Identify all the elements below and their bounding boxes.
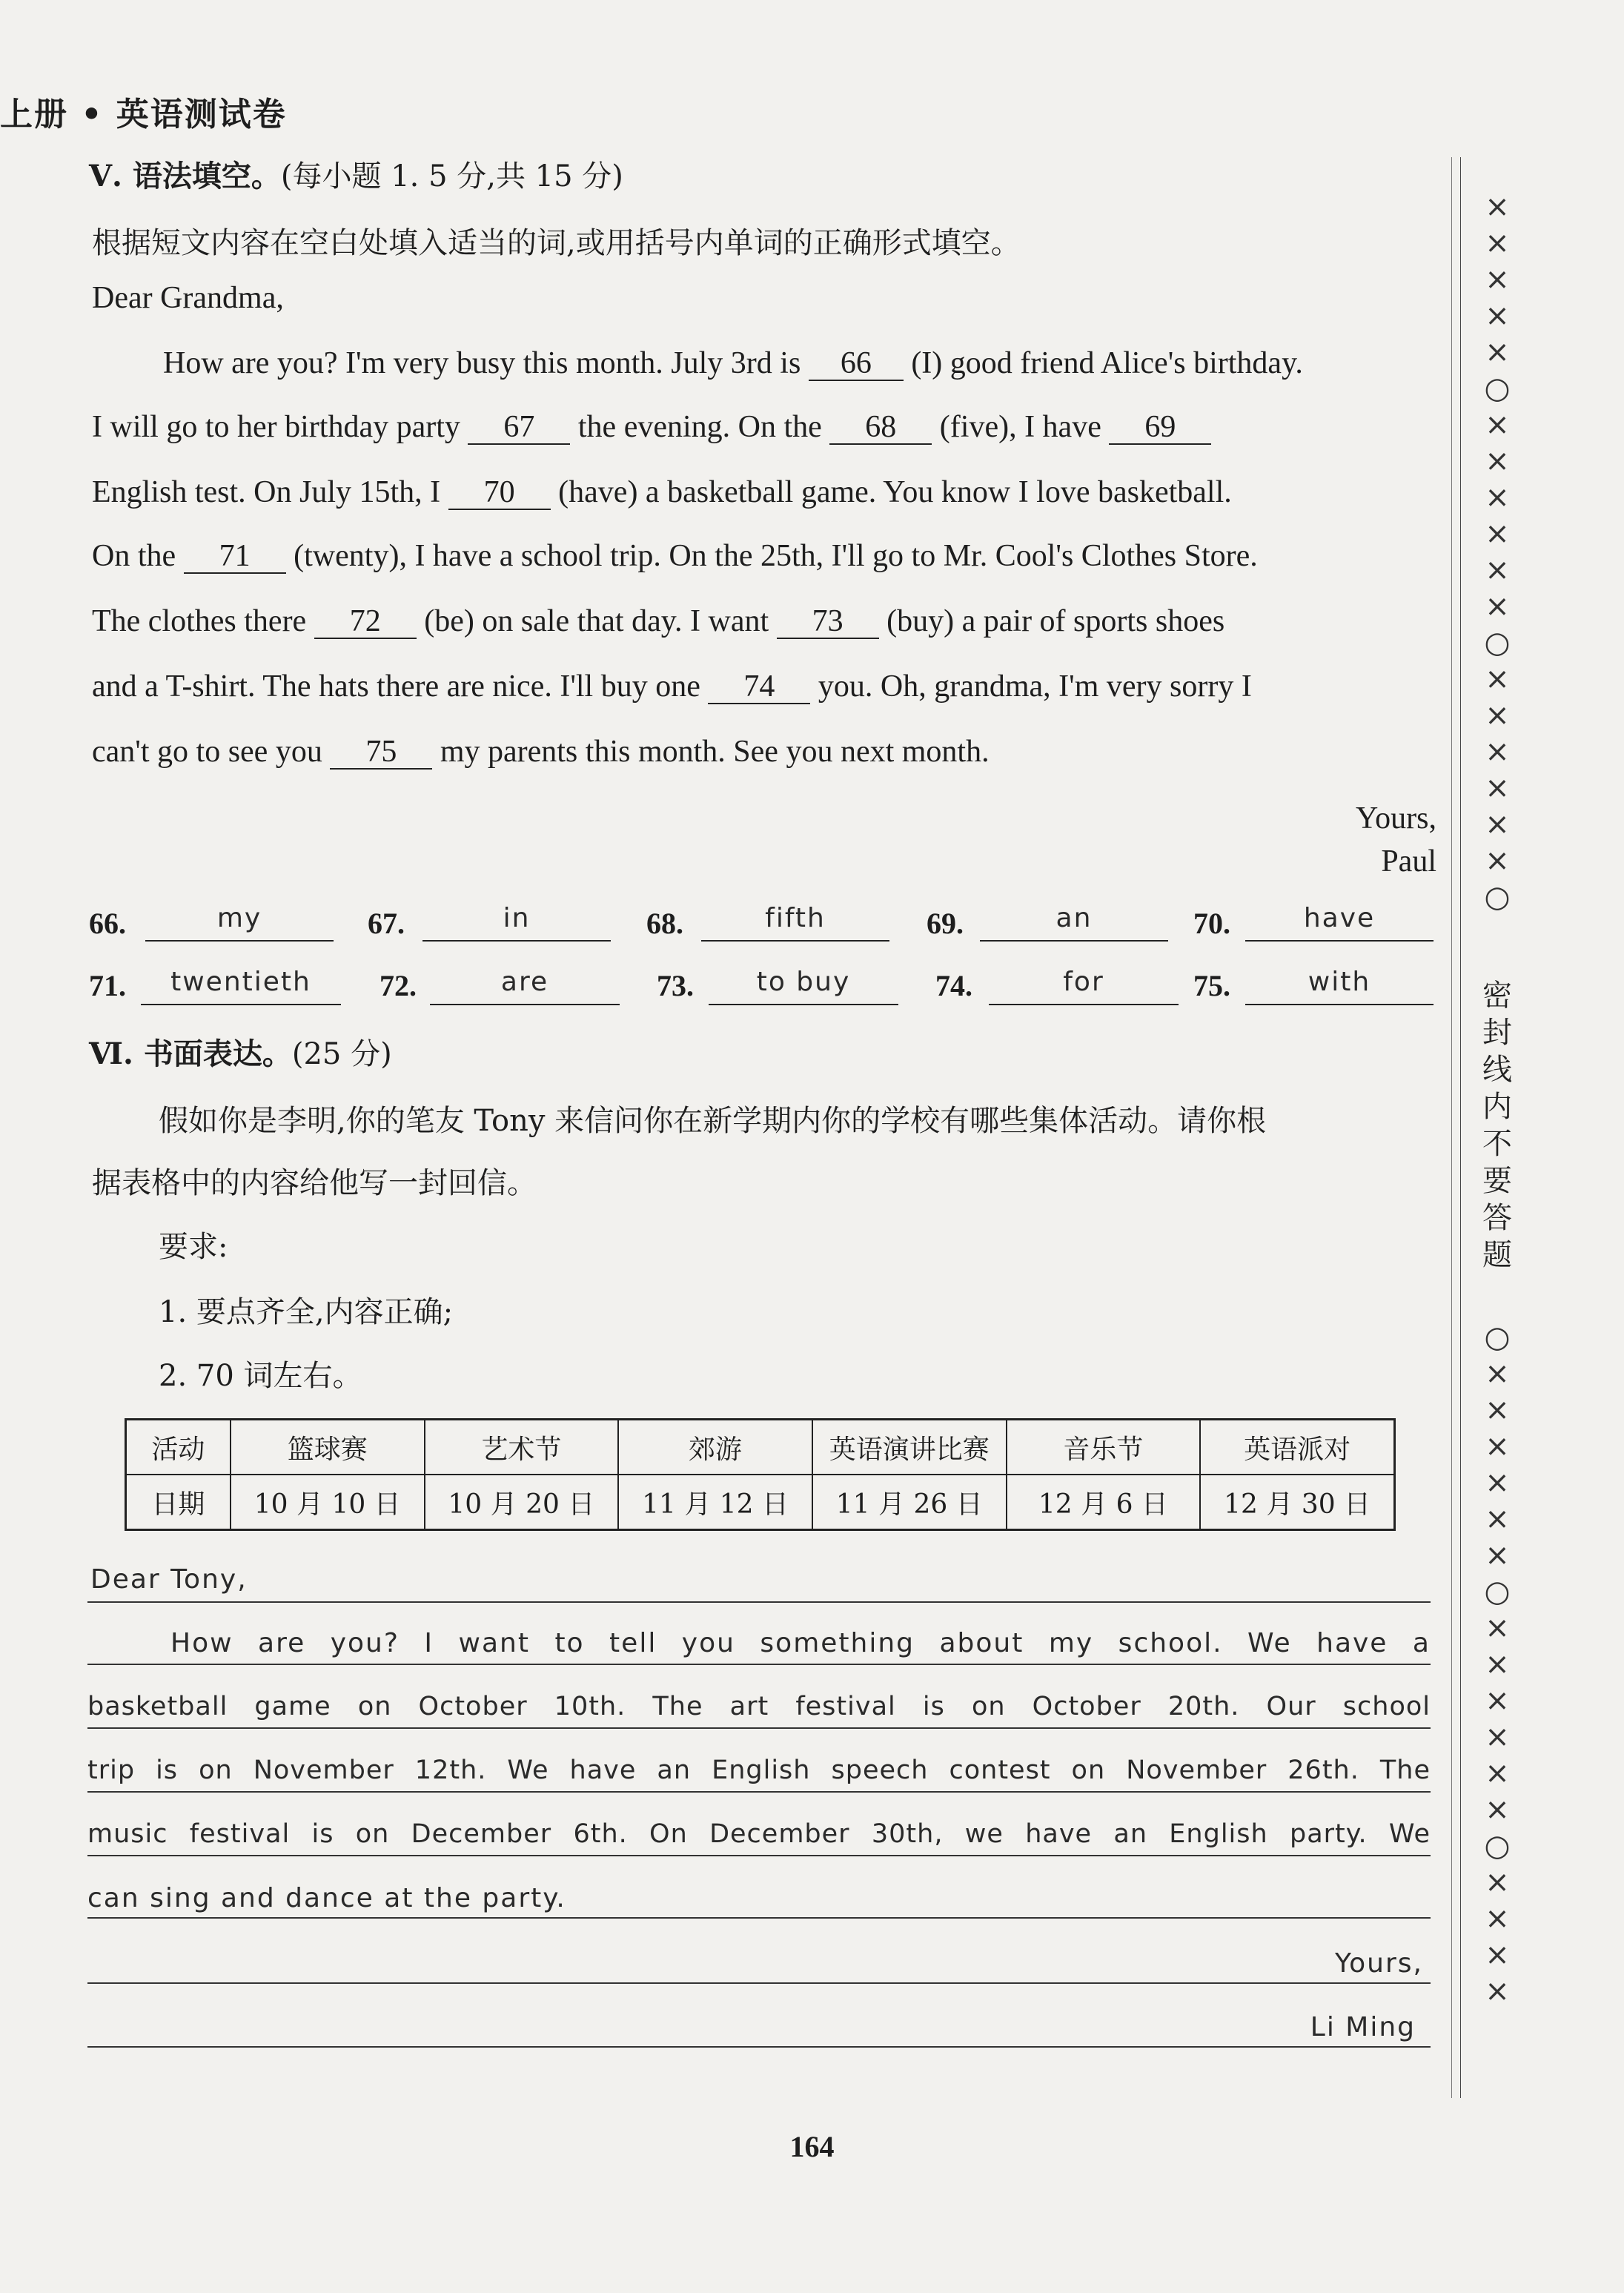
seal-line (1451, 157, 1452, 2098)
answer-number: 66. (89, 907, 126, 940)
blank-66: 66 (809, 347, 904, 381)
writing-line (87, 1917, 1431, 1919)
activity-table (125, 1418, 1396, 1531)
table-cell: 12 月 30 日 (1200, 1475, 1394, 1530)
section-5-instruction: 根据短文内容在空白处填入适当的词,或用括号内单词的正确形式填空。 (92, 226, 1021, 260)
blank-67: 67 (468, 411, 570, 445)
answer-number: 75. (1193, 969, 1230, 1002)
writing-line (87, 1855, 1431, 1856)
table-cell: 英语派对 (1200, 1420, 1394, 1475)
table-cell: 10 月 10 日 (231, 1475, 425, 1530)
blank-72: 72 (314, 605, 417, 639)
blank-69: 69 (1109, 411, 1211, 445)
table-cell: 12 月 6 日 (1007, 1475, 1201, 1530)
answer-71: twentieth (141, 964, 341, 1005)
table-cell: 篮球赛 (231, 1420, 425, 1475)
writing-line (87, 1601, 1431, 1603)
writing-line (87, 1791, 1431, 1793)
passage-line-2: I will go to her birthday party 67 the evening. On the 68 (five), I have 69 (92, 409, 1211, 445)
table-cell: 11 月 26 日 (812, 1475, 1007, 1530)
answer-66: my (145, 900, 334, 942)
section-5-title (89, 153, 623, 195)
answer-74: for (989, 964, 1179, 1005)
answer-number: 73. (657, 969, 694, 1002)
table-cell: 郊游 (618, 1420, 812, 1475)
answer-70: have (1245, 900, 1434, 942)
section-6-title (89, 1030, 392, 1073)
passage-line-7: can't go to see you 75 my parents this month. See you next month. (92, 735, 990, 769)
blank-70: 70 (448, 476, 551, 510)
answer-69: an (980, 900, 1168, 942)
page-header: 上册 • 英语测试卷 (0, 96, 287, 133)
seal-line (1460, 157, 1461, 2098)
writing-line (87, 1982, 1431, 1984)
reply-line-4: trip is on November 12th. We have an English speech contest on November 26th. The (87, 1756, 1431, 1785)
requirement-2: 2. 70 词左右。 (159, 1359, 362, 1393)
letter-closing: Yours, (1356, 801, 1436, 836)
passage-line-5: The clothes there 72 (be) on sale that day. I want 73 (buy) a pair of sports shoes (92, 604, 1225, 638)
writing-line (87, 1664, 1431, 1665)
passage-line-3: English test. On July 15th, I 70 (have) a basketball game. You know I love basketball. (92, 475, 1232, 509)
table-row (126, 1420, 1395, 1475)
reply-line-6: can sing and dance at the party. (87, 1883, 566, 1913)
blank-71: 71 (184, 540, 286, 574)
answer-number: 67. (368, 907, 405, 940)
seal-marks-top: ××××× ○×××××× ○××××××○ (1484, 190, 1511, 914)
table-row (126, 1475, 1395, 1530)
answer-67: in (422, 900, 611, 942)
table-cell: 英语演讲比赛 (812, 1420, 1007, 1475)
section-5-heading: Ⅴ. 语法填空。 (89, 159, 281, 193)
requirement-1: 1. 要点齐全,内容正确; (159, 1295, 454, 1329)
blank-75: 75 (330, 735, 432, 770)
answer-number: 69. (927, 907, 964, 940)
reply-line-1: Dear Tony, (90, 1564, 248, 1595)
table-cell: 11 月 12 日 (618, 1475, 812, 1530)
table-cell: 10 月 20 日 (425, 1475, 619, 1530)
blank-73: 73 (777, 605, 879, 639)
writing-prompt-line-1: 假如你是李明,你的笔友 Tony 来信问你在新学期内你的学校有哪些集体活动。请你根 (159, 1104, 1267, 1138)
writing-line (87, 1727, 1431, 1729)
answer-73: to buy (709, 964, 898, 1005)
passage-line-4: On the 71 (twenty), I have a school trip. On the 25th, I'll go to Mr. Cool's Clothes Store. (92, 539, 1258, 573)
blank-74: 74 (708, 670, 810, 704)
writing-prompt-line-2: 据表格中的内容给他写一封回信。 (92, 1166, 537, 1200)
requirements-title: 要求: (159, 1230, 228, 1264)
passage-line-1: How are you? I'm very busy this month. July 3rd is 66 (I) good friend Alice's birthday. (163, 346, 1303, 380)
reply-closing: Yours, (1334, 1948, 1423, 1979)
seal-marks-bottom: ○××××××○×××××× ○×××× (1484, 1320, 1511, 2008)
seal-warning-text: 密封线内不要答题 (1482, 979, 1512, 1272)
reply-line-2: How are you? I want to tell you something about my school. We have a (170, 1628, 1431, 1658)
section-6-heading: Ⅵ. 书面表达。 (89, 1036, 292, 1071)
reply-signature: Li Ming (1310, 2012, 1416, 2042)
answer-68: fifth (701, 900, 889, 942)
section-5-points: (每小题 1. 5 分,共 15 分) (280, 159, 623, 193)
section-6-points: (25 分) (291, 1037, 392, 1071)
table-cell: 艺术节 (425, 1420, 619, 1475)
answer-number: 71. (89, 969, 126, 1002)
table-cell: 活动 (126, 1420, 231, 1475)
reply-line-5: music festival is on December 6th. On December 30th, we have an English party. We (87, 1819, 1431, 1849)
page-number: 164 (789, 2130, 835, 2163)
answer-75: with (1245, 964, 1434, 1005)
passage-line-6: and a T-shirt. The hats there are nice. I'll buy one 74 you. Oh, grandma, I'm very sorry I (92, 669, 1252, 704)
table-cell: 音乐节 (1007, 1420, 1201, 1475)
answer-number: 68. (646, 907, 683, 940)
answer-72: are (430, 964, 620, 1005)
blank-68: 68 (829, 411, 932, 445)
answer-number: 70. (1193, 907, 1230, 940)
reply-line-3: basketball game on October 10th. The art festival is on October 20th. Our school (87, 1692, 1431, 1721)
letter-signature: Paul (1381, 844, 1436, 879)
writing-line (87, 2046, 1431, 2048)
letter-salutation: Dear Grandma, (92, 281, 284, 315)
answer-number: 72. (380, 969, 417, 1002)
table-cell: 日期 (126, 1475, 231, 1530)
answer-number: 74. (935, 969, 972, 1002)
